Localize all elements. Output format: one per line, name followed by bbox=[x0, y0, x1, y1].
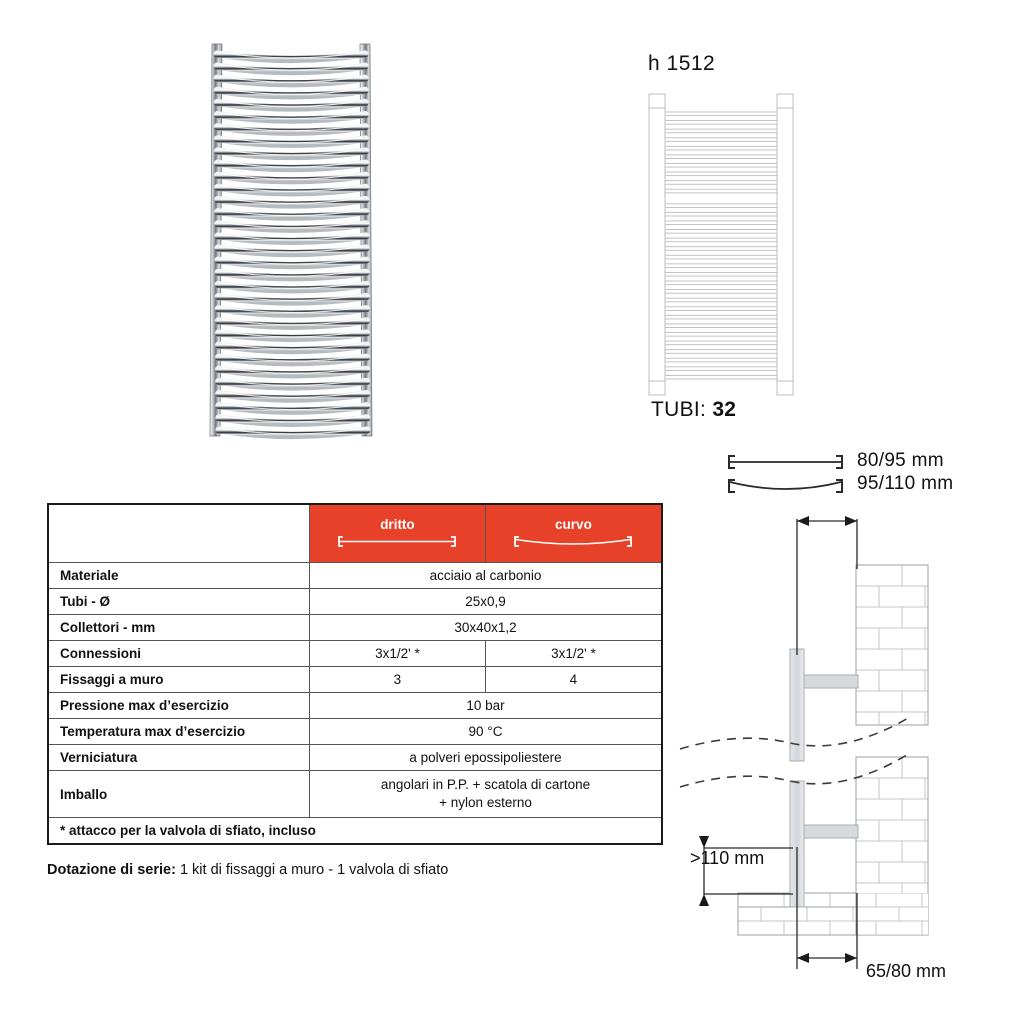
drawing-tube bbox=[665, 333, 777, 337]
header-blank-cell bbox=[48, 504, 310, 563]
drawing-tube bbox=[665, 247, 777, 251]
table-row bbox=[48, 745, 662, 771]
drawing-tube bbox=[665, 212, 777, 216]
wall-mounting-cross-section bbox=[660, 495, 1024, 995]
standard-equipment-note bbox=[47, 862, 448, 878]
table-row bbox=[48, 589, 662, 615]
straight-line-icon bbox=[337, 535, 457, 548]
drawing-tube bbox=[665, 315, 777, 319]
drawing-tube bbox=[665, 358, 777, 362]
table-row bbox=[48, 667, 662, 693]
floor-slab bbox=[738, 893, 968, 949]
drawing-tube bbox=[665, 112, 777, 116]
table-footnote: * attacco per la valvola di sfiato, incluso bbox=[48, 818, 662, 845]
tubes-label: TUBI: bbox=[651, 398, 707, 421]
drawing-tube bbox=[665, 230, 777, 234]
row-value-curvo: 3x1/2' * bbox=[485, 641, 662, 667]
row-value: 90 °C bbox=[310, 719, 663, 745]
row-value: angolari in P.P. + scatola di cartone + nylon esterno bbox=[310, 771, 663, 818]
straight-line-icon bbox=[729, 456, 842, 468]
wall-bracket-upper bbox=[804, 675, 858, 688]
row-label: Temperatura max d’esercizio bbox=[48, 719, 310, 745]
drawing-tube bbox=[665, 290, 777, 294]
dotazione-text: 1 kit di fissaggi a muro - 1 valvola di sfiato bbox=[175, 862, 449, 878]
brick-wall-upper bbox=[856, 565, 971, 754]
specification-table bbox=[47, 503, 663, 845]
drawing-tube bbox=[665, 255, 777, 259]
row-value: 10 bar bbox=[310, 693, 663, 719]
row-label: Fissaggi a muro bbox=[48, 667, 310, 693]
row-label: Verniciatura bbox=[48, 745, 310, 771]
row-value-dritto: 3x1/2' * bbox=[310, 641, 486, 667]
header-label-curvo: curvo bbox=[555, 516, 592, 532]
curved-line-icon bbox=[729, 480, 842, 492]
header-label-dritto: dritto bbox=[380, 516, 415, 532]
depth-dimension-label: 65/80 mm bbox=[866, 961, 947, 981]
dotazione-prefix: Dotazione di serie: bbox=[47, 862, 176, 878]
drawing-tube bbox=[665, 298, 777, 302]
drawing-tube bbox=[665, 146, 777, 150]
header-cell-dritto bbox=[310, 504, 486, 563]
tubes-count-caption bbox=[651, 398, 736, 422]
drawing-tube bbox=[665, 129, 777, 133]
drawing-tube bbox=[665, 121, 777, 125]
drawing-tube bbox=[665, 181, 777, 185]
table-row bbox=[48, 641, 662, 667]
drawing-tube bbox=[665, 172, 777, 176]
header-cell-curvo bbox=[485, 504, 662, 563]
product-photo-curved-radiator bbox=[193, 38, 389, 442]
clearance-dimension-label: >110 mm bbox=[690, 848, 765, 868]
drawing-tube bbox=[665, 375, 777, 379]
row-value: 25x0,9 bbox=[310, 589, 663, 615]
tubes-value: 32 bbox=[712, 398, 737, 421]
drawing-tube bbox=[665, 204, 777, 208]
table-row bbox=[48, 771, 662, 818]
table-footnote-row bbox=[48, 818, 662, 845]
drawing-tube bbox=[665, 341, 777, 345]
drawing-tube bbox=[665, 307, 777, 311]
drawing-tube bbox=[665, 189, 777, 193]
drawing-tube bbox=[665, 221, 777, 225]
table-row bbox=[48, 693, 662, 719]
drawing-tube bbox=[665, 324, 777, 328]
dimension-curved-depth: 95/110 mm bbox=[857, 473, 954, 494]
row-label: Materiale bbox=[48, 563, 310, 589]
table-row bbox=[48, 615, 662, 641]
row-value-dritto: 3 bbox=[310, 667, 486, 693]
row-value: a polveri epossipoliestere bbox=[310, 745, 663, 771]
dimension-straight-depth: 80/95 mm bbox=[857, 450, 944, 471]
drawing-tube bbox=[665, 238, 777, 242]
curved-line-icon bbox=[513, 535, 633, 548]
drawing-tube bbox=[665, 367, 777, 371]
row-label: Pressione max d’esercizio bbox=[48, 693, 310, 719]
row-label: Connessioni bbox=[48, 641, 310, 667]
row-value-curvo: 4 bbox=[485, 667, 662, 693]
row-label: Tubi - Ø bbox=[48, 589, 310, 615]
drawing-tube bbox=[665, 272, 777, 276]
drawing-tube bbox=[665, 350, 777, 354]
table-row bbox=[48, 563, 662, 589]
row-label: Imballo bbox=[48, 771, 310, 818]
table-header-row bbox=[48, 504, 662, 563]
row-label: Collettori - mm bbox=[48, 615, 310, 641]
drawing-tube bbox=[665, 163, 777, 167]
drawing-tube bbox=[665, 281, 777, 285]
row-value: acciaio al carbonio bbox=[310, 563, 663, 589]
drawing-tube bbox=[665, 264, 777, 268]
table-row bbox=[48, 719, 662, 745]
wall-bracket-lower bbox=[804, 825, 858, 838]
row-value: 30x40x1,2 bbox=[310, 615, 663, 641]
drawing-tube bbox=[665, 155, 777, 159]
drawing-tube bbox=[665, 138, 777, 142]
technical-line-drawing-radiator bbox=[645, 92, 797, 397]
drawing-height-label: h 1512 bbox=[648, 52, 716, 75]
